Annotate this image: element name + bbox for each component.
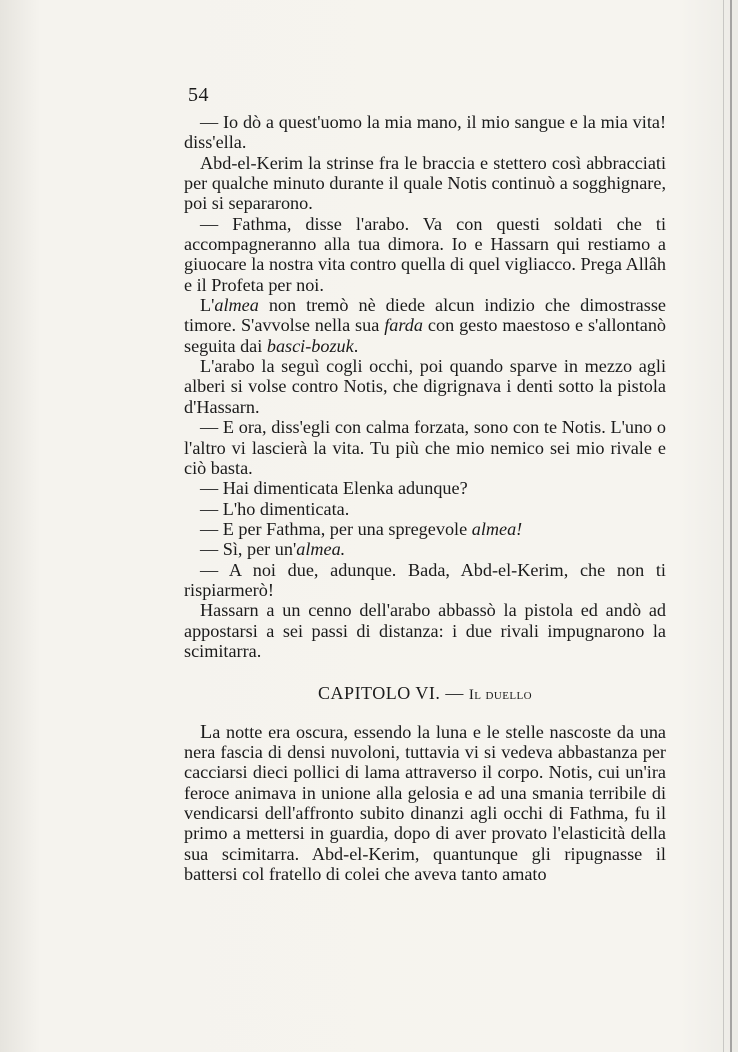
paragraph-3: — Fathma, disse l'arabo. Va con questi soldati che ti accompagneranno alla tua dimora. Io e Hassarn qui restiamo a giuocare la nostra vita contro quella di quel vigliacco. Prega Allâh e il Profeta per noi.	[184, 213, 666, 295]
chapter-title: CAPITOLO VI. —	[318, 683, 469, 704]
p4-italic-farda: farda	[384, 315, 423, 336]
p4-italic-almea: almea	[214, 295, 259, 316]
p10-italic-almea: almea.	[296, 539, 346, 560]
p4-text-e: con gesto maestoso e s'allontanò seguita dai	[184, 315, 667, 356]
paragraph-7: — Hai dimenticata Elenka adunque?	[200, 478, 468, 499]
paragraph-8: — L'ho dimenticata.	[200, 498, 350, 519]
paragraph-4	[184, 295, 666, 356]
chapter-subtitle: Il duello	[468, 687, 532, 704]
p13-text: a notte era oscura, essendo la luna e le stelle nascoste da una nera fascia di densi nuvoloni, tuttavia vi si vedeva abbastanza per cacciarsi dieci pollici di lama attraverso il corpo. Notis, cui un'ira feroce animava in unione alla gelosia e ad una smania terribile di vendicarsi dell'affronto subito dinanzi agli occhi di Fathma, fu il primo a mettersi in guardia, dopo di aver provato l'elasticità della sua scimitarra. Abd-el-Kerim, quantunque gli ripugnasse il battersi col fratello di colei che aveva tanto amato	[184, 721, 666, 885]
paragraph-12: Hassarn a un cenno dell'arabo abbassò la pistola ed andò ad appostarsi a sei passi di distanza: i due rivali impugnarono la scimitarra.	[184, 600, 666, 661]
paragraph-10	[184, 539, 666, 559]
paragraph-9	[184, 519, 666, 539]
paragraph-11: — A noi due, adunque. Bada, Abd-el-Kerim, che non ti rispiarmerò!	[184, 559, 666, 600]
p4-italic-basci-bozuk: basci-bozuk	[266, 335, 354, 356]
p9-text-a: — E per Fathma, per una spregevole	[200, 518, 472, 539]
p4-text-g: .	[353, 335, 359, 356]
p13-initial: L	[200, 720, 213, 743]
paragraph-13	[184, 722, 666, 885]
p9-italic-almea: almea!	[471, 518, 523, 539]
p10-text-a: — Sì, per un'	[200, 539, 297, 560]
paragraph-6: — E ora, diss'egli con calma forzata, sono con te Notis. L'uno o l'altro vi lascierà la vita. Tu più che mio nemico sei mio rivale e ciò basta.	[184, 417, 666, 478]
p4-text-c: non tremò nè diede alcun indizio che dimostrasse timore. S'avvolse nella sua	[184, 295, 666, 336]
paragraph-1: — Io dò a quest'uomo la mia mano, il mio sangue e la mia vita! diss'ella.	[184, 112, 666, 153]
p4-text-a: L'	[200, 295, 215, 316]
page-edge-line	[730, 0, 732, 1052]
paragraph-5: L'arabo la seguì cogli occhi, poi quando sparve in mezzo agli alberi si volse contro Notis, che digrignava i denti sotto la pistola d'Hassarn.	[184, 356, 666, 417]
paragraph-2: Abd-el-Kerim la strinse fra le braccia e stettero così abbracciati per qualche minuto durante il quale Notis continuò a sogghignare, poi si separarono.	[184, 152, 666, 214]
body-text	[184, 112, 666, 884]
page-number: 54	[188, 84, 209, 106]
chapter-heading	[184, 683, 666, 705]
page-edge-line-secondary	[723, 0, 724, 1052]
